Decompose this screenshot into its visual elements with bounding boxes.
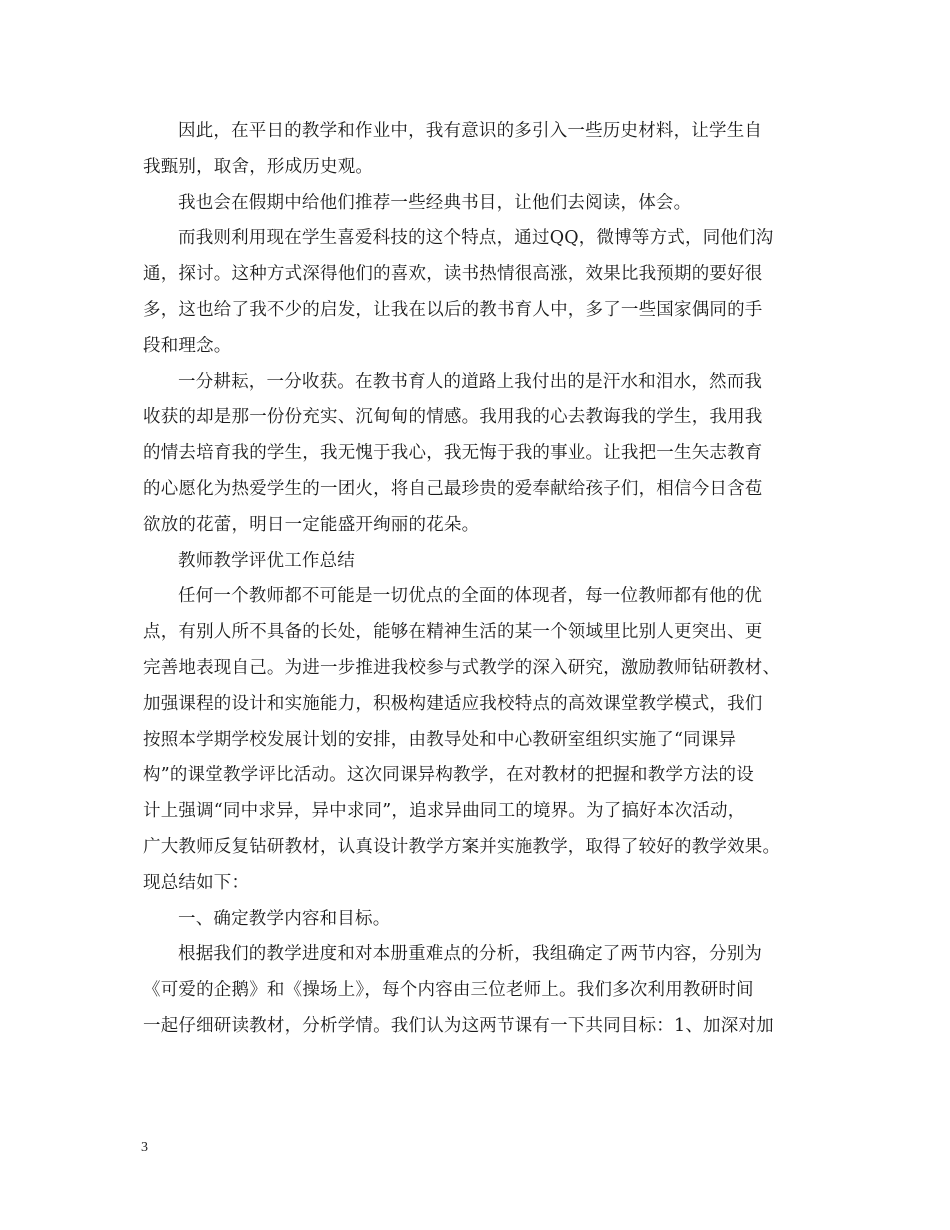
text-line: 加强课程的设计和实施能力，积极构建适应我校特点的高效课堂教学模式，我们 bbox=[143, 693, 763, 714]
text-line: 一起仔细研读教材，分析学情。我们认为这两节课有一下共同目标：1、加深对加 bbox=[143, 1015, 774, 1036]
text-line: 一分耕耘，一分收获。在教书育人的道路上我付出的是汗水和泪水，然而我 bbox=[178, 371, 763, 392]
text-line: 段和理念。 bbox=[143, 335, 232, 356]
text-line: 通，探讨。这种方式深得他们的喜欢，读书热情很高涨，效果比我预期的要好很 bbox=[143, 264, 763, 285]
text-line: 完善地表现自己。为进一步推进我校参与式教学的深入研究，激励教师钻研教材、 bbox=[143, 657, 781, 678]
text-line: 一、确定教学内容和目标。 bbox=[178, 908, 391, 929]
text-line: 点，有别人所不具备的长处，能够在精神生活的某一个领域里比别人更突出、更 bbox=[143, 622, 763, 643]
text-line: 教师教学评优工作总结 bbox=[178, 550, 355, 571]
text-line: 计上强调“同中求异，异中求同”，追求异曲同工的境界。为了搞好本次活动， bbox=[143, 801, 746, 822]
text-line: 多，这也给了我不少的启发，让我在以后的教书育人中，多了一些国家偶同的手 bbox=[143, 299, 763, 320]
document-body bbox=[143, 114, 808, 1045]
text-line: 因此，在平日的教学和作业中，我有意识的多引入一些历史材料，让学生自 bbox=[178, 121, 763, 141]
text-line: 我也会在假期中给他们推荐一些经典书目，让他们去阅读，体会。 bbox=[178, 192, 692, 213]
text-line: 我甄别，取舍，形成历史观。 bbox=[143, 156, 374, 177]
text-line: 收获的却是那一份份充实、沉甸甸的情感。我用我的心去教诲我的学生，我用我 bbox=[143, 407, 763, 428]
text-line: 的心愿化为热爱学生的一团火，将自己最珍贵的爱奉献给孩子们，相信今日含苞 bbox=[143, 478, 763, 499]
text-line: 而我则利用现在学生喜爱科技的这个特点，通过QQ，微博等方式，同他们沟 bbox=[178, 228, 774, 249]
text-line: 《可爱的企鹅》和《操场上》，每个内容由三位老师上。我们多次利用教研时间 bbox=[143, 980, 754, 1001]
text-line: 任何一个教师都不可能是一切优点的全面的体现者，每一位教师都有他的优 bbox=[178, 586, 763, 607]
text-line: 广大教师反复钻研教材，认真设计教学方案并实施教学，取得了较好的教学效果。 bbox=[143, 836, 781, 857]
text-line: 现总结如下： bbox=[143, 872, 250, 893]
page-number: 3 bbox=[141, 1140, 148, 1155]
text-line: 欲放的花蕾，明日一定能盛开绚丽的花朵。 bbox=[143, 514, 480, 535]
text-line: 构”的课堂教学评比活动。这次同课异构教学，在对教材的把握和教学方法的设 bbox=[143, 765, 754, 786]
text-line: 按照本学期学校发展计划的安排，由教导处和中心教研室组织实施了“同课异 bbox=[143, 729, 737, 750]
text-line: 的情去培育我的学生，我无愧于我心，我无悔于我的事业。让我把一生矢志教育 bbox=[143, 443, 763, 464]
text-line: 根据我们的教学进度和对本册重难点的分析，我组确定了两节内容，分别为 bbox=[178, 944, 763, 965]
